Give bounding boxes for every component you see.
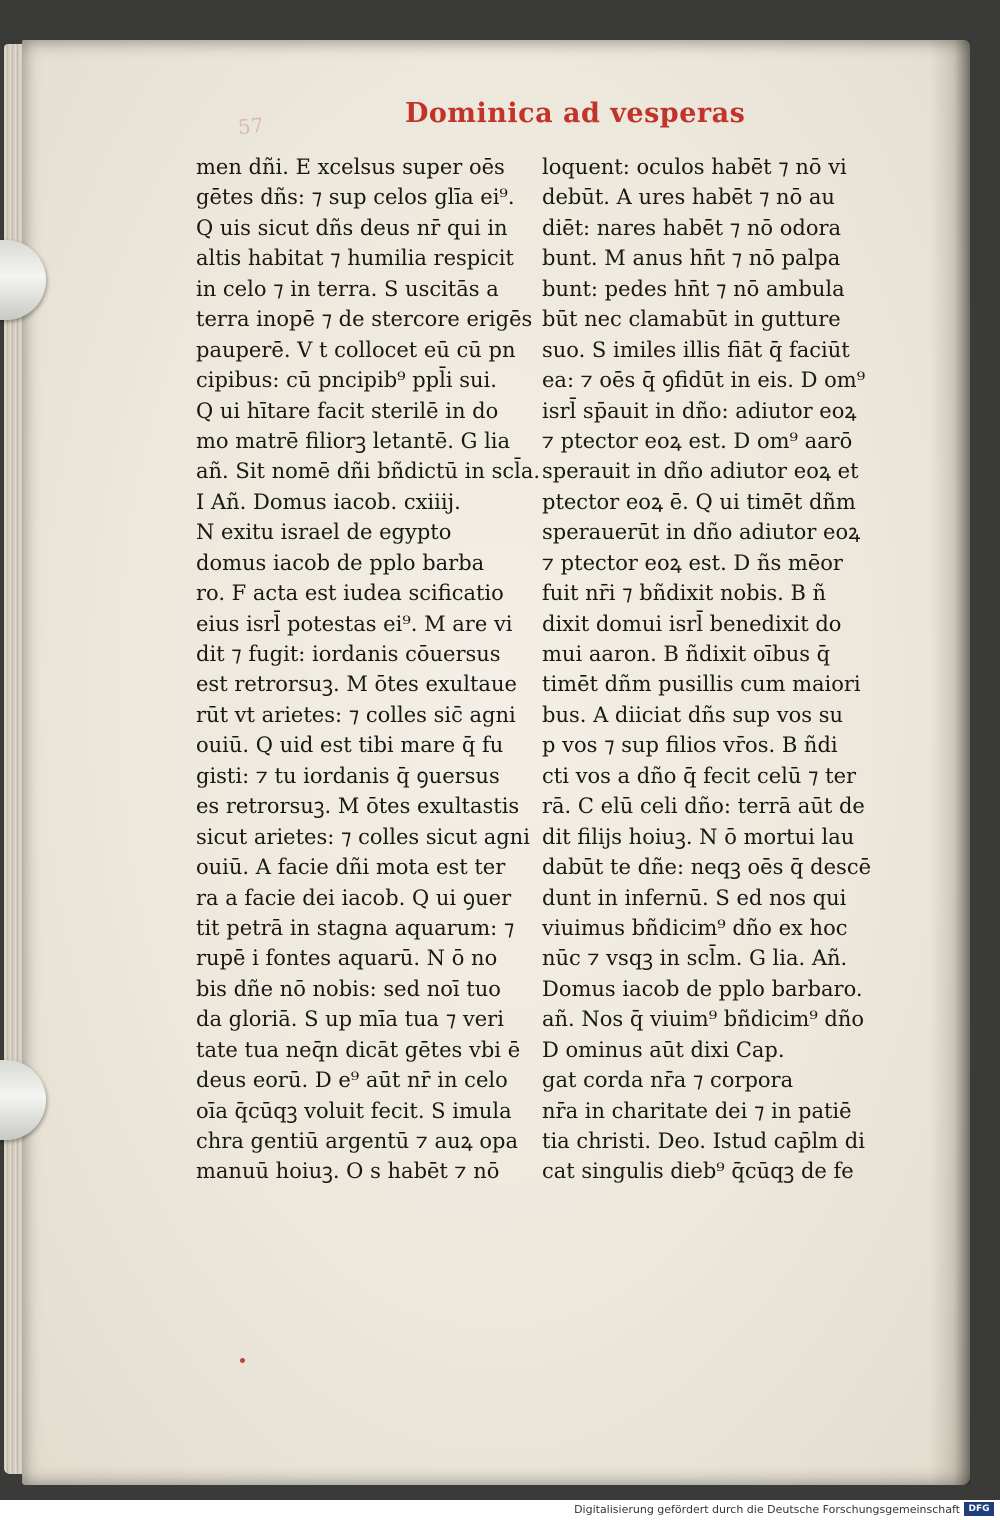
dfg-logo: DFG	[964, 1502, 994, 1516]
text-line: nr̄a in charitate dei ⁊ in patiē	[542, 1098, 852, 1123]
page-gutter-shadow	[930, 40, 970, 1485]
text-line: ra a facie dei iacob. Q ui ꝯuer	[196, 885, 512, 910]
folio-number: 57	[236, 112, 265, 140]
text-line: viuimus bñdicim⁹ dño ex hoc	[542, 915, 848, 940]
text-line: gisti: ⁊ tu iordanis q̄ ꝯuersus	[196, 763, 500, 788]
text-line: añ. Nos q̄ viuim⁹ bñdicim⁹ dño	[542, 1007, 865, 1032]
text-line: pauperē. V t collocet eū cū pn	[196, 337, 516, 362]
text-line: terra inopē ⁊ de stercore erigēs	[196, 307, 533, 332]
text-line: bis dñe nō nobis: sed noī tuo	[196, 976, 501, 1001]
text-line: altis habitat ⁊ humilia respicit	[196, 246, 514, 271]
text-line: ouiū. A facie dñi mota est ter	[196, 855, 506, 880]
text-line: fuit nr̄i ⁊ bñdixit nobis. B ñ	[542, 581, 827, 606]
text-line: diēt: nares habēt ⁊ nō odora	[542, 215, 842, 240]
text-line: dit ⁊ fugit: iordanis cōuersus	[196, 642, 501, 666]
text-line: debūt. A ures habēt ⁊ nō au	[542, 185, 835, 210]
footer-credit: Digitalisierung gefördert durch die Deutsche Forschungsgemeinschaft	[574, 1503, 960, 1516]
text-line: oīa q̄cūqꝫ voluit fecit. S imula	[196, 1098, 512, 1123]
text-line: est retrorsuꝫ. M ōtes exultaue	[196, 672, 517, 697]
text-line: men dñi. E xcelsus super oēs	[196, 155, 505, 179]
running-header: Dominica ad vesperas	[405, 98, 746, 129]
text-line: cipibus: cū pncipib⁹ ppl̄i sui.	[196, 368, 497, 393]
text-line: tia christi. Deo. Istud cap̄lm di	[542, 1129, 865, 1153]
text-line: da gloriā. S up mīa tua ⁊ veri	[196, 1007, 504, 1032]
text-line: būt nec clamabūt in gutture	[542, 307, 841, 332]
text-line: ea: ⁊ oēs q̄ ꝯfidūt in eis. D om⁹	[542, 368, 866, 393]
text-column-right	[542, 152, 872, 1187]
text-line: in celo ⁊ in terra. S uscitās a	[196, 276, 499, 301]
text-line: domus iacob de pplo barba	[196, 550, 485, 575]
text-line: Domus iacob de pplo barbaro.	[542, 976, 863, 1001]
text-line: manuū hoiuꝫ. O s habēt ⁊ nō	[196, 1159, 500, 1184]
text-line: nūc ⁊ vsqꝫ in scl̄m. G lia. Añ.	[542, 946, 848, 971]
text-line: dixit domui isrl̄ benedixit do	[542, 611, 842, 636]
text-line: isrl̄ sp̄auit in dño: adiutor eoꝝ	[542, 398, 857, 423]
text-line: ⁊ ptector eoꝝ est. D ñs mēor	[542, 550, 843, 575]
text-line: rūt vt arietes: ⁊ colles sic̄ agni	[196, 702, 516, 727]
text-line: dunt in infernū. S ed nos qui	[542, 885, 847, 910]
text-line: ouiū. Q uid est tibi mare q̄ fu	[196, 733, 504, 758]
text-line: rā. C elū celi dño: terrā aūt de	[542, 794, 865, 819]
text-line: es retrorsuꝫ. M ōtes exultastis	[196, 794, 520, 819]
text-line: ro. F acta est iudea scificatio	[196, 581, 504, 606]
text-line: sicut arietes: ⁊ colles sicut agni	[196, 824, 530, 849]
text-line: dabūt te dñe: neqꝫ oēs q̄ descē	[542, 855, 872, 880]
text-line: chra gentiū argentū ⁊ auꝝ opa	[196, 1129, 519, 1153]
text-line: D ominus aūt dixi Cap.	[542, 1037, 785, 1062]
text-line: I Añ. Domus iacob. cxiiij.	[196, 489, 461, 514]
text-line: Q ui hītare facit sterilē in do	[196, 398, 499, 423]
text-line: loquent: oculos habēt ⁊ nō vi	[542, 155, 847, 179]
ink-spot	[240, 1358, 245, 1363]
text-line: N exitu israel de egypto	[196, 520, 452, 545]
text-line: tit petrā in stagna aquarum: ⁊	[196, 915, 515, 940]
text-line: timēt dñm pusillis cum maiori	[542, 672, 861, 697]
text-column-left	[196, 152, 541, 1187]
text-line: dit filijs hoiuꝫ. N ō mortui lau	[542, 824, 855, 849]
text-line: mui aaron. B ñdixit oībus q̄	[542, 642, 831, 666]
text-line: cti vos a dño q̄ fecit celū ⁊ ter	[542, 763, 857, 788]
text-line: ptector eoꝝ ē. Q ui timēt dñm	[542, 489, 856, 514]
text-line: bus. A diiciat dñs sup vos su	[542, 702, 844, 727]
text-line: añ. Sit nomē dñi bñdictū in scl̄a.	[196, 459, 541, 484]
text-line: Q uis sicut dñs deus nr̄ qui in	[196, 215, 508, 240]
text-line: suo. S imiles illis fiāt q̄ faciūt	[542, 337, 850, 362]
text-line: cat singulis dieb⁹ q̄cūqꝫ de fe	[542, 1159, 854, 1184]
text-line: ⁊ ptector eoꝝ est. D om⁹ aarō	[542, 428, 853, 453]
text-line: gētes dñs: ⁊ sup celos glīa ei⁹.	[196, 185, 515, 210]
text-line: p vos ⁊ sup filios vr̄os. B ñdi	[542, 733, 838, 758]
text-line: rupē i fontes aquarū. N ō no	[196, 946, 498, 971]
text-line: eius isrl̄ potestas ei⁹. M are vi	[196, 611, 513, 636]
text-line: gat corda nr̄a ⁊ corpora	[542, 1068, 794, 1093]
text-line: sperauerūt in dño adiutor eoꝝ	[542, 520, 861, 545]
text-line: bunt. M anus hn̄t ⁊ nō palpa	[542, 246, 841, 271]
text-line: mo matrē filiorꝫ letantē. G lia	[196, 428, 511, 453]
text-line: tate tua neq̄n dicāt gētes vbi ē	[196, 1037, 521, 1062]
text-line: sperauit in dño adiutor eoꝝ et	[542, 459, 859, 484]
text-line: bunt: pedes hn̄t ⁊ nō ambula	[542, 276, 845, 301]
text-line: deus eorū. D e⁹ aūt nr̄ in celo	[196, 1068, 508, 1093]
